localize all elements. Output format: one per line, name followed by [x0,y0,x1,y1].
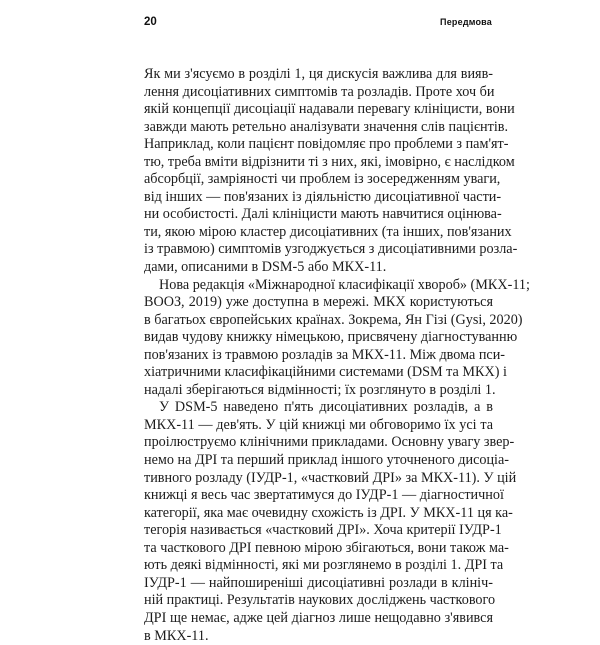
text-line: в багатьох європейських країнах. Зокрема, Ян Гізі (Gysi, 2020) [144,312,493,330]
text-line: тивного розладу (ІУДР-1, «частковий ДРІ» за МКХ-11). У цій [144,470,493,488]
text-line: категорії, яка має очевидну схожість із ДРІ. У МКХ-11 ця ка- [144,505,493,523]
text-line: від інших — пов'язаних із діяльністю дисоціативної части- [144,189,493,207]
paragraph [144,399,493,645]
text-line: У DSM-5 наведено п'ять дисоціативних розладів, а в [144,399,493,417]
text-line: ВООЗ, 2019) уже доступна в мережі. МКХ користуються [144,294,493,312]
text-line: пов'язаних із травмою розладів за МКХ-11. Між двома пси- [144,347,493,365]
text-line: МКХ-11 — дев'ять. У цій книжці ми обговоримо їх усі та [144,417,493,435]
text-line: ють деякі відмінності, які ми розглянемо в розділі 1. ДРІ та [144,557,493,575]
page-number: 20 [144,16,157,28]
text-line: надалі зберігаються відмінності; їх розглянуто в розділі 1. [144,382,493,400]
text-line: дами, описаними в DSM-5 або МКХ-11. [144,259,493,277]
text-line: ній практиці. Результатів наукових досліджень часткового [144,592,493,610]
text-line: ни особистості. Далі клініцисти мають навчитися оцінюва- [144,206,493,224]
paragraph [144,277,493,400]
text-line: із травмою) симптомів узгоджується з дисоціативними розла- [144,241,493,259]
text-line: ІУДР-1 — найпоширеніші дисоціативні розлади в клініч- [144,575,493,593]
text-line: абсорбції, замріяності чи проблем із зосередженням уваги, [144,171,493,189]
text-line: ДРІ ще немає, адже цей діагноз лише нещодавно з'явився [144,610,493,628]
text-line: та часткового ДРІ певною мірою збігаються, вони також ма- [144,540,493,558]
paragraph [144,66,493,277]
text-line: хіатричними класифікаційними системами (DSM та МКХ) і [144,364,493,382]
running-header [144,16,492,32]
text-line: Нова редакція «Міжнародної класифікації хвороб» (МКХ-11; [144,277,493,295]
text-line: завжди мають ретельно аналізувати значення слів пацієнтів. [144,119,493,137]
body-text [144,66,493,645]
text-line: Як ми з'ясуємо в розділі 1, ця дискусія важлива для вияв- [144,66,493,84]
text-line: в МКХ-11. [144,628,493,645]
text-line: лення дисоціативних симптомів та розладів. Проте хоч би [144,84,493,102]
text-line: Наприклад, коли пацієнт повідомляє про проблеми з пам'ят- [144,136,493,154]
text-line: видав чудову книжку німецькою, присвячену діагностуванню [144,329,493,347]
text-line: немо на ДРІ та перший приклад іншого уточненого дисоціа- [144,452,493,470]
section-title: Передмова [440,17,492,27]
text-line: книжці я весь час звертатимуся до ІУДР-1 — діагностичної [144,487,493,505]
text-line: якій концепції дисоціації надавали перевагу клініцисти, вони [144,101,493,119]
text-line: тю, треба вміти відрізнити ті з них, які, імовірно, є наслідком [144,154,493,172]
text-line: ти, якою мірою кластер дисоціативних (та інших, пов'язаних [144,224,493,242]
text-line: проілюструємо клінічними прикладами. Основну увагу звер- [144,434,493,452]
text-line: тегорія називається «частковий ДРІ». Хоча критерії ІУДР-1 [144,522,493,540]
